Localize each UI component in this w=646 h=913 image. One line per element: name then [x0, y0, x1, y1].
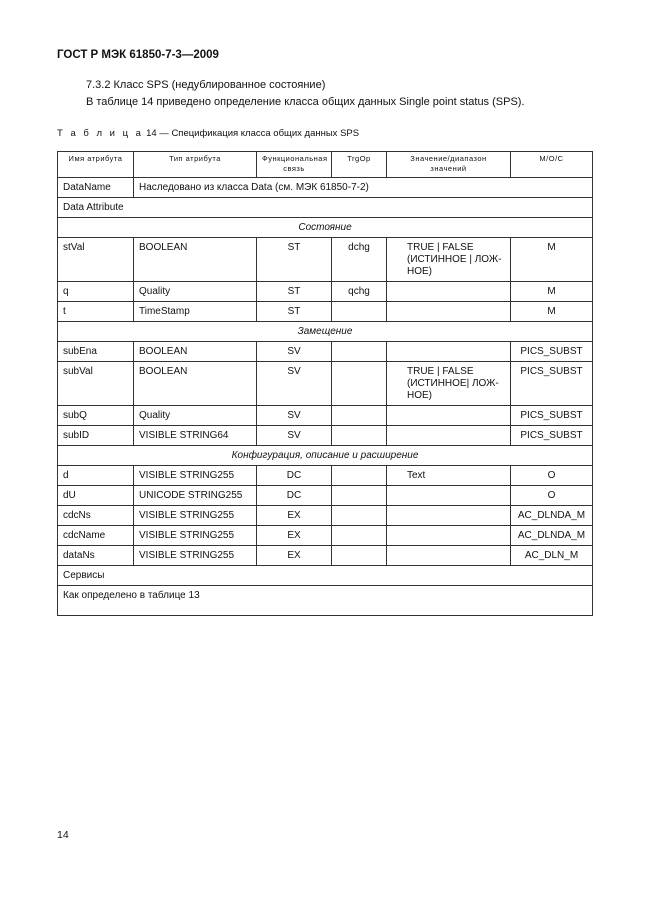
cell-range — [387, 546, 511, 566]
table-row — [58, 362, 593, 406]
cell-name: dataNs — [58, 546, 134, 566]
cell-type: Quality — [134, 282, 257, 302]
cell-name: cdcName — [58, 526, 134, 546]
cell-moc: M — [511, 238, 593, 282]
cell-type: UNICODE STRING255 — [134, 486, 257, 506]
cell-name: cdcNs — [58, 506, 134, 526]
cell-name: subVal — [58, 362, 134, 406]
cell-type: BOOLEAN — [134, 342, 257, 362]
table-row — [58, 178, 593, 198]
cell-fc: ST — [257, 302, 332, 322]
cell-range — [387, 342, 511, 362]
cell-fc: SV — [257, 342, 332, 362]
document-header: ГОСТ Р МЭК 61850-7-3—2009 — [57, 49, 219, 61]
cell-type: VISIBLE STRING64 — [134, 426, 257, 446]
cell-type: Quality — [134, 406, 257, 426]
cell-type: VISIBLE STRING255 — [134, 466, 257, 486]
col-header-trgop: TrgOp — [332, 152, 387, 178]
cell-name: dU — [58, 486, 134, 506]
cell-fc: ST — [257, 282, 332, 302]
cell-type: VISIBLE STRING255 — [134, 546, 257, 566]
table-row — [58, 302, 593, 322]
cell-fc: SV — [257, 362, 332, 406]
section-row — [58, 322, 593, 342]
cell-range — [387, 526, 511, 546]
section-state: Состояние — [58, 218, 593, 238]
col-header-range: Значение/диапазон значений — [387, 152, 511, 178]
cell-type: VISIBLE STRING255 — [134, 526, 257, 546]
cell-type: BOOLEAN — [134, 238, 257, 282]
table-header-row — [58, 152, 593, 178]
cell-range — [387, 486, 511, 506]
table-row — [58, 406, 593, 426]
cell-fc: EX — [257, 526, 332, 546]
section-row — [58, 218, 593, 238]
services-value: Как определено в таблице 13 — [58, 586, 593, 616]
cell-type: VISIBLE STRING255 — [134, 506, 257, 526]
section-title: 7.3.2 Класс SPS (недублированное состояние) — [86, 79, 326, 91]
table-row — [58, 238, 593, 282]
cell-range — [387, 506, 511, 526]
cell-range: TRUE | FALSE (ИСТИННОЕ| ЛОЖ-НОЕ) — [387, 362, 511, 406]
cell-fc: SV — [257, 426, 332, 446]
cell-trgop — [332, 546, 387, 566]
table-row — [58, 546, 593, 566]
cell-moc: PICS_SUBST — [511, 426, 593, 446]
caption-prefix: Т а б л и ц а — [57, 128, 144, 139]
cell-fc: DC — [257, 486, 332, 506]
table-row — [58, 566, 593, 586]
col-header-type: Тип атрибута — [134, 152, 257, 178]
cell-trgop — [332, 426, 387, 446]
table-row — [58, 466, 593, 486]
page-number: 14 — [57, 829, 69, 841]
cell-name: q — [58, 282, 134, 302]
cell-trgop — [332, 342, 387, 362]
cell-fc: EX — [257, 506, 332, 526]
col-header-moc: М/О/С — [511, 152, 593, 178]
col-header-name: Имя атрибута — [58, 152, 134, 178]
cell-range: Text — [387, 466, 511, 486]
table-row — [58, 526, 593, 546]
services-label: Сервисы — [58, 566, 593, 586]
cell-name: stVal — [58, 238, 134, 282]
cell-trgop — [332, 362, 387, 406]
cell-trgop — [332, 506, 387, 526]
table-row — [58, 586, 593, 616]
col-header-fc: Функциональная связь — [257, 152, 332, 178]
table-row — [58, 282, 593, 302]
cell-moc: AC_DLNDA_M — [511, 506, 593, 526]
table-row — [58, 486, 593, 506]
cell-trgop — [332, 526, 387, 546]
cell-moc: O — [511, 486, 593, 506]
table-row — [58, 198, 593, 218]
cell-moc: O — [511, 466, 593, 486]
cell-moc: M — [511, 282, 593, 302]
cell-name: subID — [58, 426, 134, 446]
cell-fc: EX — [257, 546, 332, 566]
caption-text: 14 — Спецификация класса общих данных SPS — [146, 128, 360, 139]
cell-range — [387, 282, 511, 302]
dataname-label: DataName — [58, 178, 134, 198]
cell-trgop — [332, 466, 387, 486]
cell-moc: PICS_SUBST — [511, 362, 593, 406]
section-row — [58, 446, 593, 466]
table-row — [58, 506, 593, 526]
cell-range — [387, 426, 511, 446]
dataname-value: Наследовано из класса Data (см. МЭК 61850-7-2) — [134, 178, 593, 198]
cell-range — [387, 406, 511, 426]
intro-paragraph: В таблице 14 приведено определение класса общих данных Single point status (SPS). — [86, 96, 525, 108]
cell-trgop: dchg — [332, 238, 387, 282]
cell-moc: PICS_SUBST — [511, 406, 593, 426]
cell-type: BOOLEAN — [134, 362, 257, 406]
cell-trgop: qchg — [332, 282, 387, 302]
cell-name: subEna — [58, 342, 134, 362]
table-caption — [57, 128, 359, 139]
cell-trgop — [332, 406, 387, 426]
cell-name: d — [58, 466, 134, 486]
cell-trgop — [332, 486, 387, 506]
cell-type: TimeStamp — [134, 302, 257, 322]
sps-specification-table — [57, 151, 593, 616]
cell-name: t — [58, 302, 134, 322]
cell-trgop — [332, 302, 387, 322]
data-attribute-label: Data Attribute — [58, 198, 593, 218]
table-row — [58, 426, 593, 446]
cell-moc: M — [511, 302, 593, 322]
cell-fc: SV — [257, 406, 332, 426]
table-row — [58, 342, 593, 362]
cell-name: subQ — [58, 406, 134, 426]
section-configuration: Конфигурация, описание и расширение — [58, 446, 593, 466]
cell-range — [387, 302, 511, 322]
cell-moc: PICS_SUBST — [511, 342, 593, 362]
cell-moc: AC_DLNDA_M — [511, 526, 593, 546]
cell-fc: DC — [257, 466, 332, 486]
section-substitution: Замещение — [58, 322, 593, 342]
cell-moc: AC_DLN_M — [511, 546, 593, 566]
cell-fc: ST — [257, 238, 332, 282]
cell-range: TRUE | FALSE (ИСТИННОЕ | ЛОЖ-НОЕ) — [387, 238, 511, 282]
